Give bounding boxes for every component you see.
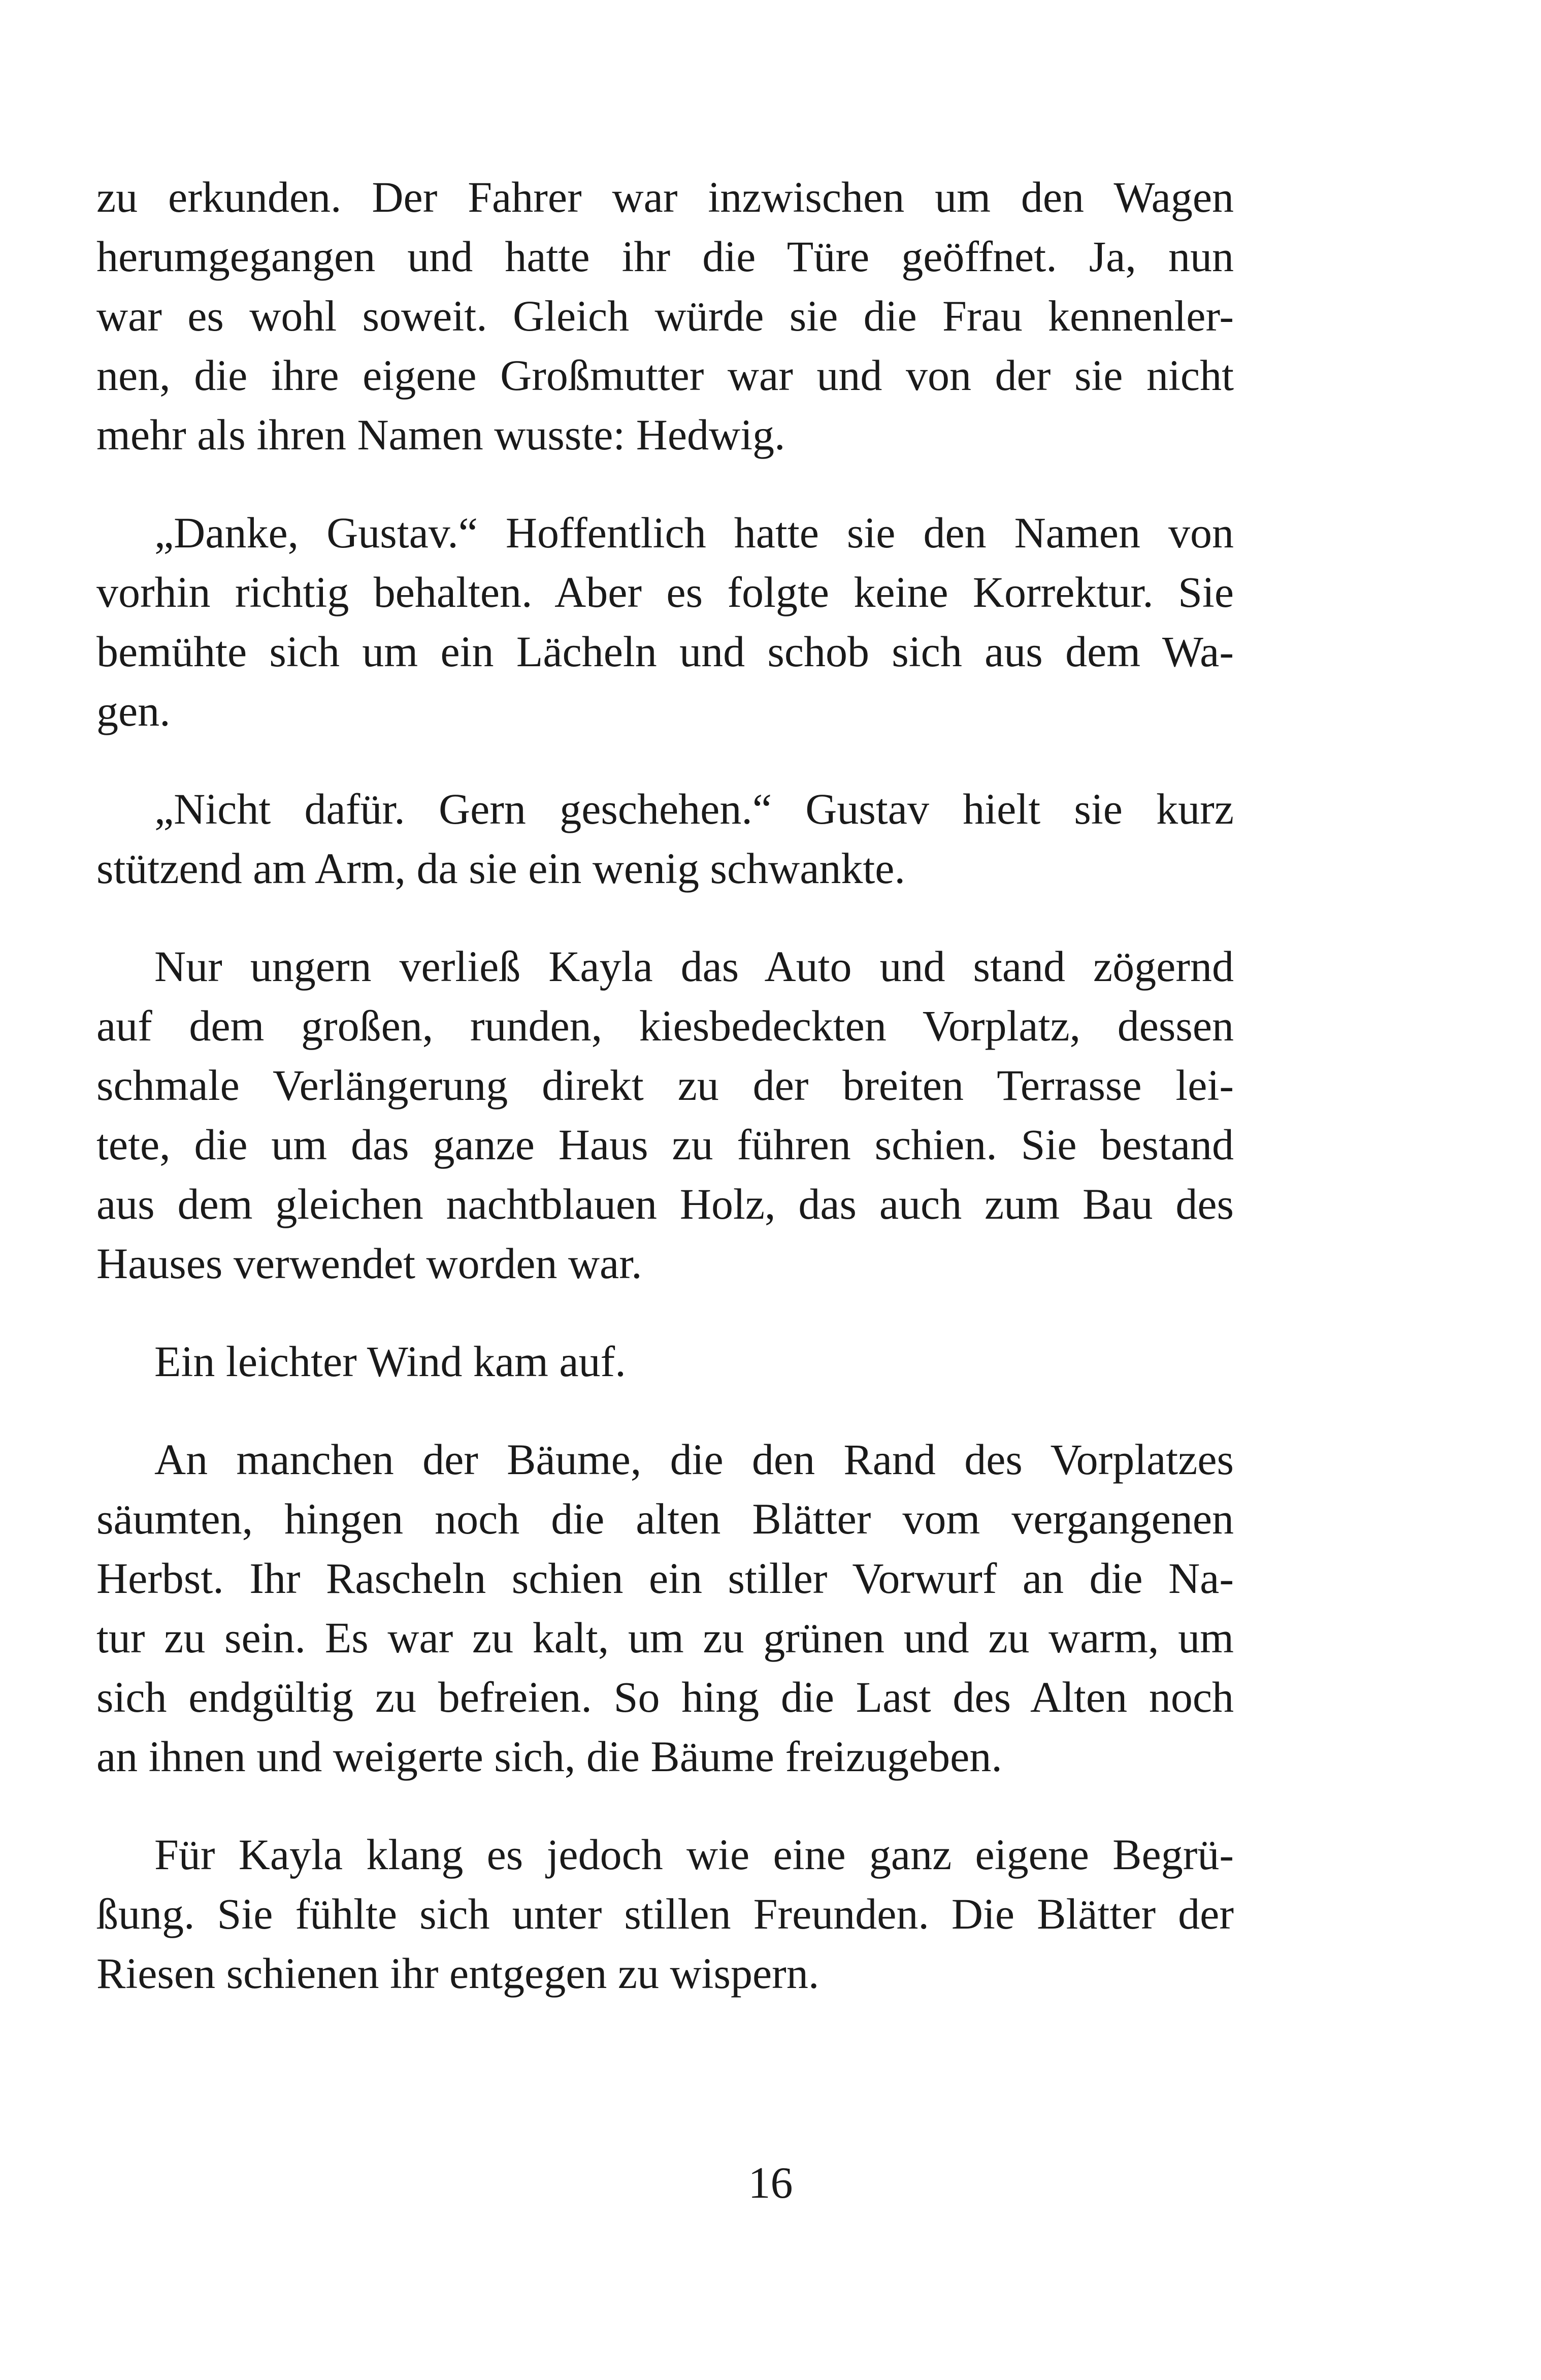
- text-line: vorhin richtig behalten. Aber es folgte keine Korrektur. Sie: [96, 568, 1234, 616]
- paragraph-nicht-dafuer: [96, 779, 1234, 898]
- text-line: sich endgültig zu befreien. So hing die Last des Alten noch: [96, 1673, 1234, 1721]
- text-line: säumten, hingen noch die alten Blätter vom vergangenen: [96, 1494, 1234, 1543]
- text-line: schmale Verlängerung direkt zu der breiten Terrasse lei-: [96, 1061, 1234, 1110]
- page-number: 16: [748, 2159, 793, 2208]
- text-line: an ihnen und weigerte sich, die Bäume freizugeben.: [96, 1732, 1002, 1781]
- text-line: Für Kayla klang es jedoch wie eine ganz eigene Begrü-: [154, 1830, 1234, 1879]
- text-line: Riesen schienen ihr entgegen zu wispern.: [96, 1949, 819, 1998]
- text-line: tete, die um das ganze Haus zu führen schien. Sie bestand: [96, 1120, 1234, 1169]
- text-line: Nur ungern verließ Kayla das Auto und stand zögernd: [154, 942, 1234, 991]
- book-page-body: [96, 168, 1234, 2042]
- text-line: „Danke, Gustav.“ Hoffentlich hatte sie den Namen von: [154, 508, 1234, 557]
- text-line: herumgegangen und hatte ihr die Türe geöffnet. Ja, nun: [96, 232, 1234, 281]
- text-line: Ein leichter Wind kam auf.: [154, 1337, 626, 1386]
- text-line: „Nicht dafür. Gern geschehen.“ Gustav hielt sie kurz: [154, 785, 1234, 833]
- text-line: Hauses verwendet worden war.: [96, 1239, 642, 1288]
- paragraph-baeume: [96, 1430, 1234, 1786]
- paragraph-wind: [96, 1332, 1234, 1391]
- text-line: zu erkunden. Der Fahrer war inzwischen um den Wagen: [96, 173, 1234, 221]
- paragraph-begruessung: [96, 1825, 1234, 2003]
- text-line: stützend am Arm, da sie ein wenig schwankte.: [96, 844, 905, 893]
- text-line: nen, die ihre eigene Großmutter war und von der sie nicht: [96, 351, 1234, 400]
- text-line: mehr als ihren Namen wusste: Hedwig.: [96, 410, 785, 459]
- text-line: aus dem gleichen nachtblauen Holz, das auch zum Bau des: [96, 1180, 1234, 1228]
- text-line: Herbst. Ihr Rascheln schien ein stiller Vorwurf an die Na-: [96, 1554, 1234, 1603]
- text-line: gen.: [96, 687, 171, 735]
- text-line: tur zu sein. Es war zu kalt, um zu grünen und zu warm, um: [96, 1613, 1234, 1662]
- text-line: An manchen der Bäume, die den Rand des Vorplatzes: [154, 1435, 1234, 1484]
- text-line: auf dem großen, runden, kiesbedeckten Vorplatz, dessen: [96, 1001, 1234, 1050]
- paragraph-danke-gustav: [96, 503, 1234, 741]
- paragraph-arrival: [96, 168, 1234, 465]
- text-line: war es wohl soweit. Gleich würde sie die Frau kennenler-: [96, 291, 1234, 340]
- text-line: ßung. Sie fühlte sich unter stillen Freunden. Die Blätter der: [96, 1889, 1234, 1938]
- paragraph-vorplatz: [96, 937, 1234, 1293]
- text-line: bemühte sich um ein Lächeln und schob sich aus dem Wa-: [96, 627, 1234, 676]
